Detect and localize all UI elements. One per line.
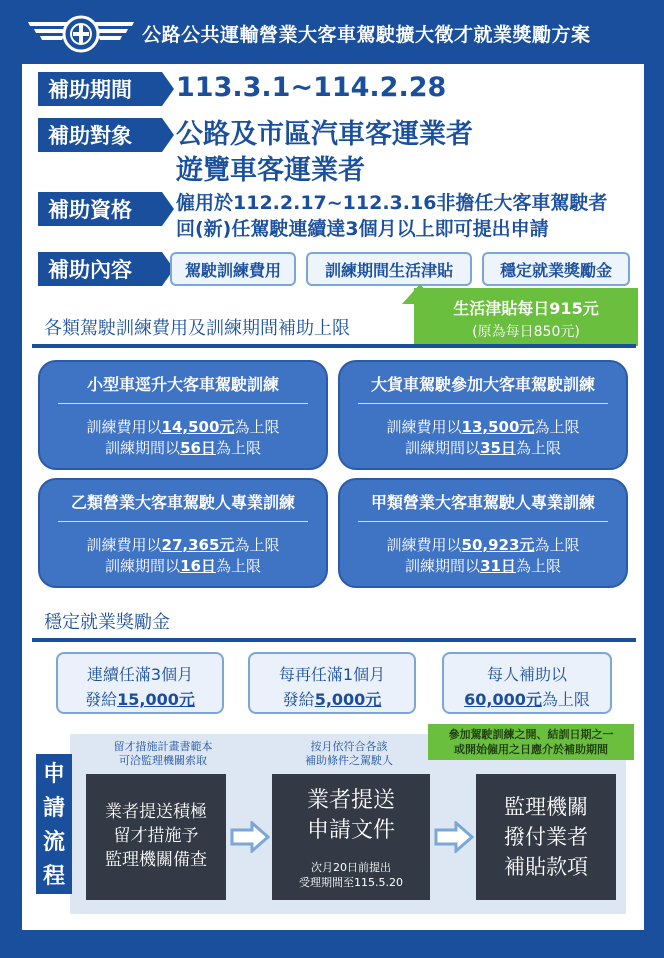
qualification-label: 補助資格 xyxy=(38,192,162,226)
highway-bureau-logo-icon xyxy=(26,12,136,56)
callout-line-2: (原為每日850元) xyxy=(472,324,580,340)
flow-note-monthly: 按月依符合各該 補助條件之駕駛人 xyxy=(305,740,393,767)
flow-step-2: 業者提送 申請文件 次月20日前提出 受理期間至115.5.20 xyxy=(272,774,430,900)
reward-box xyxy=(56,652,224,714)
training-fee-line: 訓練費用以13,500元為上限 xyxy=(386,418,580,436)
reward-amount-line: 發給5,000元 xyxy=(282,690,382,709)
qualification-line-1: 僱用於112.2.17~112.3.16非擔任大客車駕駛者 xyxy=(176,192,608,214)
flow-label: 申 請 流 程 xyxy=(36,754,72,894)
reward-box xyxy=(248,652,416,714)
flow-note-template: 留才措施計畫書範本 可洽監理機關索取 xyxy=(113,740,213,767)
training-card-title: 乙類營業大客車駕駛人專業訓練 xyxy=(70,493,295,512)
training-days-line: 訓練期間以56日為上限 xyxy=(105,439,261,457)
training-card-divider xyxy=(58,403,308,404)
reward-section-divider xyxy=(32,638,636,642)
allowance-callout xyxy=(414,288,638,346)
training-card-title: 甲類營業大客車駕駛人專業訓練 xyxy=(370,493,595,512)
flow-step-3: 監理機關 撥付業者 補貼款項 xyxy=(476,774,616,900)
pill-training-fee: 駕駛訓練費用 xyxy=(170,252,296,286)
training-section-divider xyxy=(32,344,636,348)
reward-amount-line: 60,000元為上限 xyxy=(464,690,590,709)
period-value: 113.3.1~114.2.28 xyxy=(176,72,447,103)
period-label: 補助期間 xyxy=(38,72,162,106)
header-bar xyxy=(0,0,664,64)
flow-step-1: 業者提送積極 留才措施予 監理機關備查 xyxy=(86,774,226,900)
target-line-2: 遊覽車客運業者 xyxy=(176,155,365,186)
poster-title: 公路公共運輸營業大客車駕駛擴大徵才就業獎勵方案 xyxy=(142,24,591,46)
training-fee-line: 訓練費用以27,365元為上限 xyxy=(86,536,280,554)
training-card-divider xyxy=(358,403,608,404)
training-days-line: 訓練期間以31日為上限 xyxy=(405,557,561,575)
training-card-divider xyxy=(58,521,308,522)
target-label: 補助對象 xyxy=(38,118,162,152)
training-card-title: 小型車逕升大客車駕駛訓練 xyxy=(86,375,279,394)
training-days-line: 訓練期間以35日為上限 xyxy=(405,439,561,457)
content-label: 補助內容 xyxy=(38,252,162,286)
training-card xyxy=(338,360,628,470)
right-arrow-icon xyxy=(230,821,270,853)
training-card xyxy=(338,478,628,588)
training-card xyxy=(38,360,328,470)
training-days-line: 訓練期間以16日為上限 xyxy=(105,557,261,575)
reward-condition: 連續任滿3個月 xyxy=(86,665,194,684)
callout-line-1: 生活津貼每日915元 xyxy=(453,299,599,318)
reward-condition: 每再任滿1個月 xyxy=(278,665,386,684)
pill-employment-reward: 穩定就業獎勵金 xyxy=(482,252,630,286)
training-date-note: 參加駕駛訓練之開、結訓日期之一 或開始僱用之日應介於補助期間 xyxy=(428,724,634,760)
pill-living-allowance: 訓練期間生活津貼 xyxy=(306,252,472,286)
reward-box xyxy=(442,652,612,714)
reward-condition: 每人補助以 xyxy=(486,665,567,684)
reward-amount-line: 發給15,000元 xyxy=(85,690,195,709)
training-section-title: 各類駕駛訓練費用及訓練期間補助上限 xyxy=(44,318,350,339)
training-card-title: 大貨車駕駛參加大客車駕駛訓練 xyxy=(370,375,595,394)
training-fee-line: 訓練費用以50,923元為上限 xyxy=(386,536,580,554)
reward-section-title: 穩定就業獎勵金 xyxy=(44,612,170,633)
right-arrow-icon xyxy=(434,821,474,853)
training-fee-line: 訓練費用以14,500元為上限 xyxy=(86,418,280,436)
target-line-1: 公路及市區汽車客運業者 xyxy=(176,119,473,150)
content-panel xyxy=(22,64,644,930)
qualification-line-2: 回(新)任駕駛連續達3個月以上即可提出申請 xyxy=(176,218,549,240)
training-card-divider xyxy=(358,521,608,522)
training-card xyxy=(38,478,328,588)
